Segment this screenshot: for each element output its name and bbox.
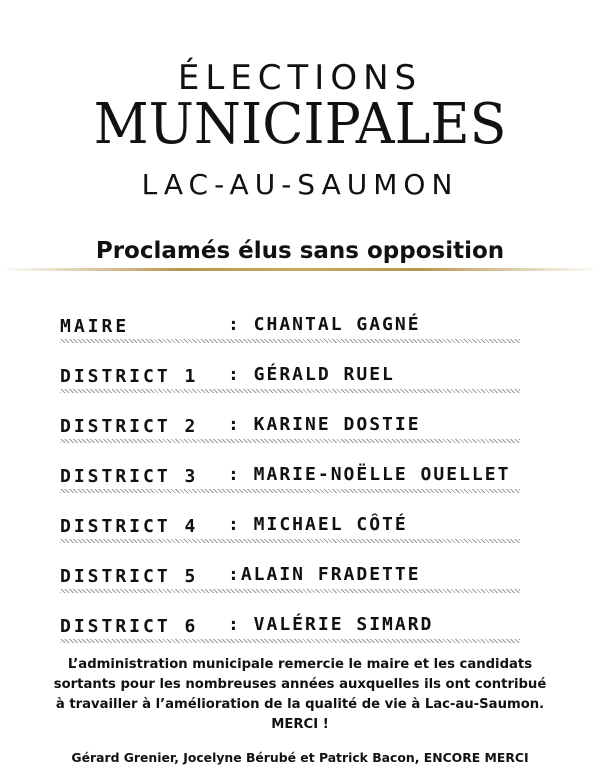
dotted-underline [60, 589, 520, 593]
dotted-underline [60, 489, 520, 493]
gold-divider [0, 268, 600, 271]
roster-role: DISTRICT 3 [60, 466, 199, 487]
thanks-paragraph: L’administration municipale remercie le maire et les candidats sortants pour les nombreuses années auxquelles ils ont contribué à travailler à l’amélioration de la qualité de vie à Lac-au-Saumon. MERCI ! [53, 657, 547, 732]
title-town: LAC-AU-SAUMON [141, 168, 459, 201]
roster-row-district-4 [60, 510, 540, 560]
roster-row-district-3 [60, 460, 540, 510]
roster-row-district-6 [60, 610, 540, 660]
dotted-underline [60, 339, 520, 343]
roster-name: : KARINE DOSTIE [228, 414, 421, 435]
roster-name: :ALAIN FRADETTE [228, 564, 421, 585]
roster-name: : VALÉRIE SIMARD [228, 614, 434, 635]
roster-list [60, 310, 540, 660]
roster-role: DISTRICT 2 [60, 416, 199, 437]
roster-role: DISTRICT 5 [60, 566, 199, 587]
roster-role: DISTRICT 6 [60, 616, 199, 637]
roster-role: DISTRICT 4 [60, 516, 199, 537]
subtitle: Proclamés élus sans opposition [95, 238, 505, 264]
roster-name: : CHANTAL GAGNÉ [228, 314, 421, 335]
roster-row-maire [60, 310, 540, 360]
dotted-underline [60, 439, 520, 443]
title-municipales: MUNICIPALES [93, 92, 507, 157]
dotted-underline [60, 389, 520, 393]
title-elections: ÉLECTIONS [177, 58, 423, 98]
roster-name: : MICHAEL CÔTÉ [228, 514, 408, 535]
roster-name: : GÉRALD RUEL [228, 364, 395, 385]
roster-row-district-5 [60, 560, 540, 610]
dotted-underline [60, 539, 520, 543]
signature-line: Gérard Grenier, Jocelyne Bérubé et Patrick Bacon, ENCORE MERCI [71, 750, 529, 765]
roster-row-district-2 [60, 410, 540, 460]
roster-name: : MARIE-NOËLLE OUELLET [228, 464, 511, 485]
roster-row-district-1 [60, 360, 540, 410]
roster-role: DISTRICT 1 [60, 366, 199, 387]
dotted-underline [60, 639, 520, 643]
roster-role: MAIRE [60, 316, 130, 337]
